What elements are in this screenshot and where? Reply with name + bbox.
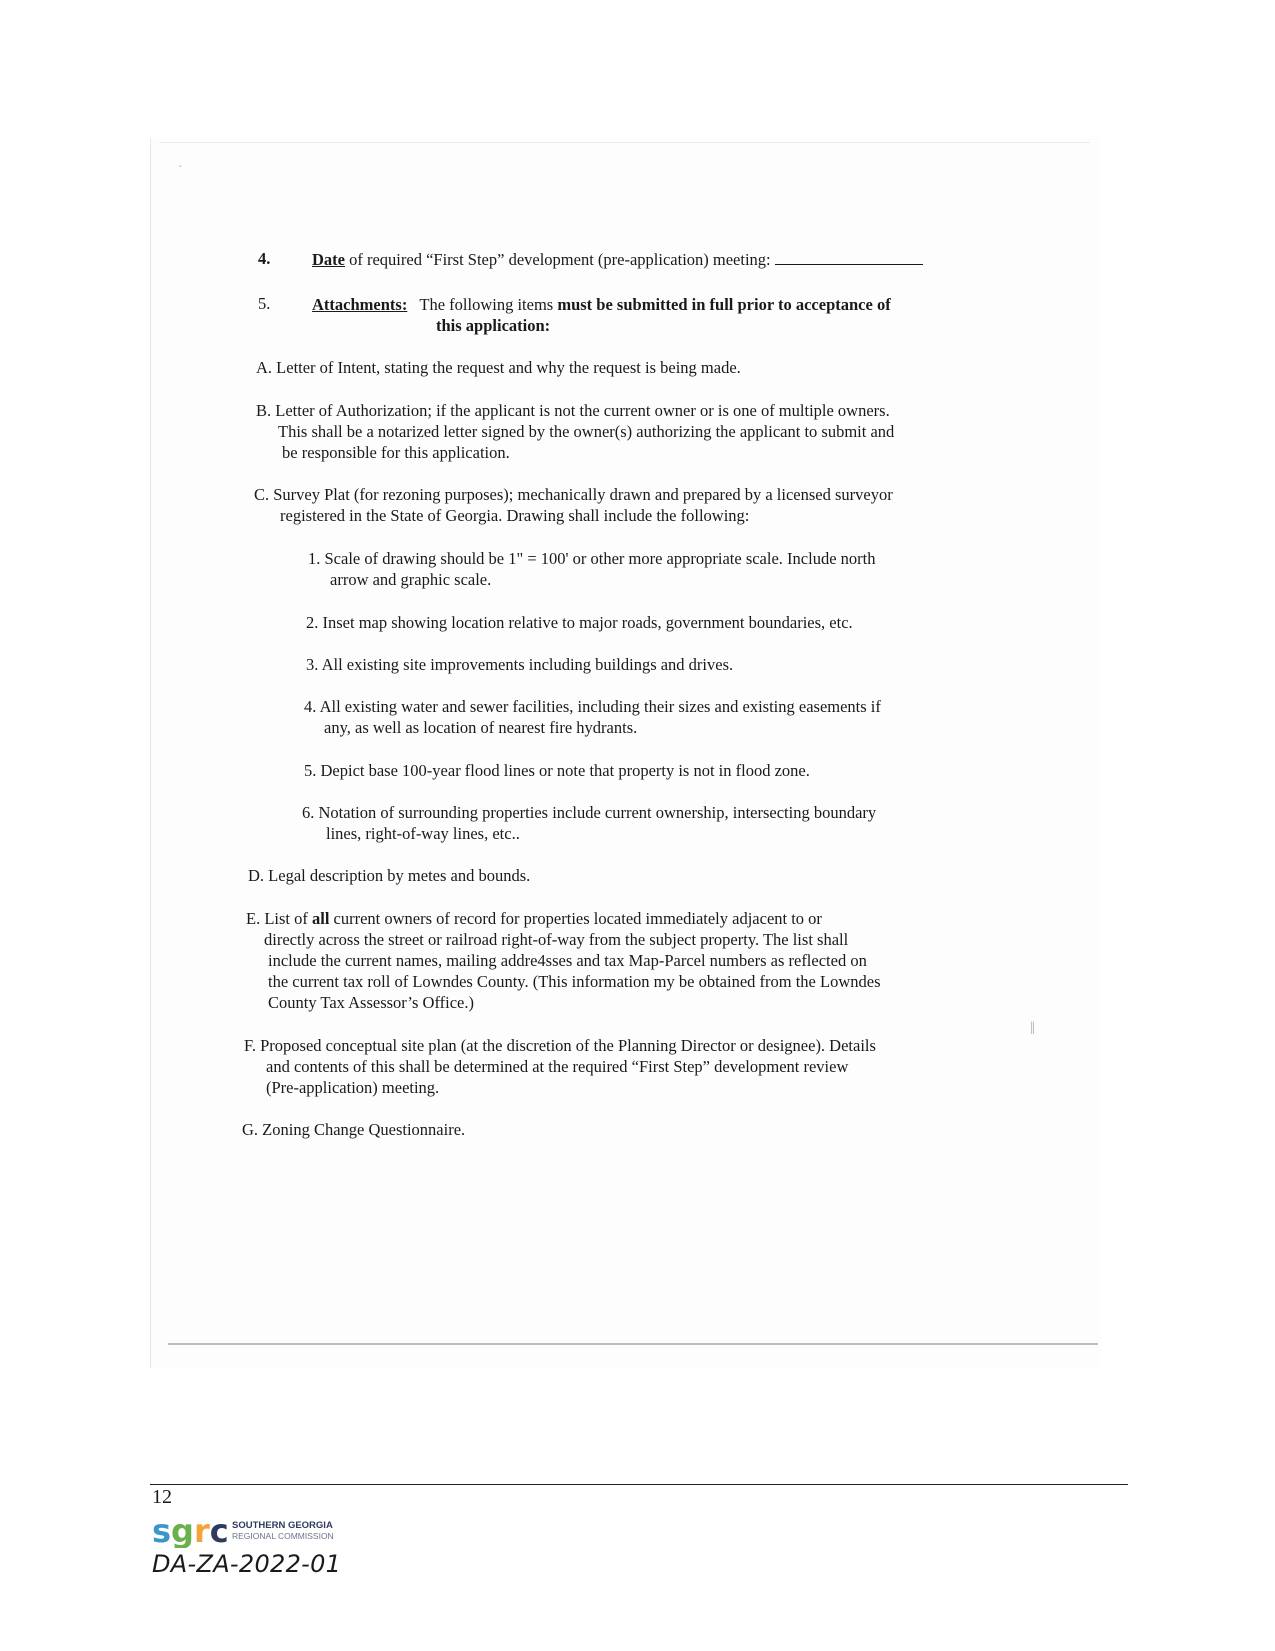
- attachment-e-bold: all: [312, 909, 330, 928]
- item-5-line: [312, 294, 891, 315]
- survey-item-1: 1. Scale of drawing should be 1" = 100' or other more appropriate scale. Include north: [308, 549, 876, 568]
- item-4-label: Date: [312, 250, 345, 269]
- attachment-c-cont: registered in the State of Georgia. Drawing shall include the following:: [280, 506, 750, 525]
- attachment-e-text: E. List of: [246, 909, 312, 928]
- sgrc-logo: [152, 1512, 362, 1548]
- logo-wordmark: sgrc: [152, 1512, 229, 1548]
- item-4-text: of required “First Step” development (pre-application) meeting:: [344, 250, 771, 269]
- attachment-g: G. Zoning Change Questionnaire.: [242, 1120, 466, 1139]
- item-5-bold-text-cont: this application:: [436, 316, 551, 335]
- survey-item-5: 5. Depict base 100-year flood lines or note that property is not in flood zone.: [304, 761, 810, 780]
- survey-item-6-cont: lines, right-of-way lines, etc..: [326, 824, 520, 843]
- survey-item-4: 4. All existing water and sewer facilities, including their sizes and existing easements if: [304, 697, 881, 716]
- attachment-f-cont: (Pre-application) meeting.: [266, 1078, 440, 1097]
- attachment-f-cont: and contents of this shall be determined at the required “First Step” development review: [266, 1057, 849, 1076]
- attachment-c: C. Survey Plat (for rezoning purposes); mechanically drawn and prepared by a licensed surveyor: [254, 485, 893, 504]
- survey-item-3: 3. All existing site improvements including buildings and drives.: [306, 655, 734, 674]
- footer-rule: [150, 1484, 1128, 1485]
- survey-item-4-cont: any, as well as location of nearest fire hydrants.: [324, 718, 638, 737]
- document-id: DA-ZA-2022-01: [152, 1550, 342, 1578]
- scan-speck: ‖: [1030, 1018, 1036, 1038]
- item-5-number: 5.: [258, 294, 271, 313]
- scanned-page: [150, 138, 1101, 1368]
- logo-line2: REGIONAL COMMISSION: [232, 1531, 334, 1541]
- item-5-label: Attachments:: [312, 295, 408, 314]
- item-5-bold-text: must be submitted in full prior to acceptance of: [557, 295, 891, 314]
- survey-item-1-cont: arrow and graphic scale.: [330, 570, 492, 589]
- attachment-e-text: current owners of record for properties located immediately adjacent to or: [329, 909, 822, 928]
- logo-line1: SOUTHERN GEORGIA: [232, 1520, 333, 1531]
- item-4-number: 4.: [258, 249, 271, 268]
- attachment-b-cont: be responsible for this application.: [282, 443, 510, 462]
- scan-edge-bottom: [168, 1343, 1098, 1345]
- attachment-e-cont: County Tax Assessor’s Office.): [268, 993, 475, 1012]
- attachment-e-cont: include the current names, mailing addre4sses and tax Map-Parcel numbers as reflected on: [268, 951, 867, 970]
- attachment-e-cont: the current tax roll of Lowndes County. (This information my be obtained from the Lowndes: [268, 972, 881, 991]
- attachment-b: B. Letter of Authorization; if the applicant is not the current owner or is one of multiple owners.: [256, 401, 890, 420]
- attachment-a: A. Letter of Intent, stating the request and why the request is being made.: [256, 358, 741, 377]
- scan-edge-top: [160, 142, 1090, 143]
- attachment-d: D. Legal description by metes and bounds.: [248, 866, 531, 885]
- item-5-text: The following items: [419, 295, 558, 314]
- page-number: 12: [152, 1486, 172, 1508]
- scan-speck: ·: [178, 160, 183, 175]
- attachment-e-cont: directly across the street or railroad right-of-way from the subject property. The list shall: [264, 930, 849, 949]
- survey-item-6: 6. Notation of surrounding properties include current ownership, intersecting boundary: [302, 803, 877, 822]
- item-4-line: [312, 249, 923, 270]
- attachment-b-cont: This shall be a notarized letter signed by the owner(s) authorizing the applicant to submit and: [278, 422, 895, 441]
- attachment-e: [246, 908, 822, 929]
- survey-item-2: 2. Inset map showing location relative to major roads, government boundaries, etc.: [306, 613, 853, 632]
- attachment-f: F. Proposed conceptual site plan (at the discretion of the Planning Director or designee). Details: [244, 1036, 876, 1055]
- date-blank-field[interactable]: [775, 250, 923, 265]
